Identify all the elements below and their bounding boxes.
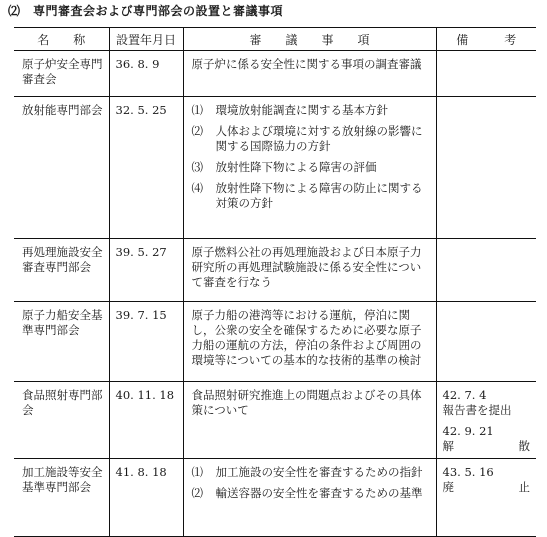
table-row [14,97,536,239]
row-matter: 原子力船の港湾等における運航，停泊に関し，公衆の安全を確保するために必要な原子力船の運航の方法，停泊の条件および周囲の環境等についての基本的な技術的基準の検討 [183,302,436,382]
note-char: 散 [518,439,530,453]
note-date: 42. 9. 21 [442,424,494,438]
table-row [14,459,536,537]
row-note [436,239,536,302]
row-date: 36. 8. 9 [109,51,183,97]
item-number: ⑴ [191,465,203,479]
row-matter: 原子燃料公社の再処理施設および日本原子力研究所の再処理試験施設に係る安全性について審査を行なう [183,239,436,302]
note-date: 42. 7. 4 [442,388,487,402]
list-item [192,124,432,154]
item-number: ⑷ [191,181,203,195]
list-item [192,160,432,175]
row-name: 再処理施設安全審査専門部会 [14,239,109,302]
note-char: 廃 [442,480,454,494]
item-number: ⑶ [191,160,203,174]
row-note [436,51,536,97]
row-matter: 原子炉に係る安全性に関する事項の調査審議 [183,51,436,97]
row-name: 原子炉安全専門審査会 [14,51,109,97]
row-note [436,459,536,537]
row-matter: 食品照射研究推進上の問題点およびその具体策について [183,382,436,459]
row-name: 食品照射専門部会 [14,382,109,459]
item-text: 環境放射能調査に関する基本方針 [215,103,388,117]
committee-table [14,27,536,537]
row-date: 39. 7. 15 [109,302,183,382]
list-item [192,181,432,211]
item-number: ⑴ [191,103,203,117]
item-text: 放射性降下物による障害の評価 [215,160,377,174]
column-header-matter: 審 議 事 項 [183,28,436,51]
list-item [192,103,432,118]
row-note [436,382,536,459]
row-matter [183,97,436,239]
row-date: 40. 11. 18 [109,382,183,459]
note-char: 解 [442,439,454,453]
row-name: 原子力船安全基準専門部会 [14,302,109,382]
column-header-name: 名 称 [14,28,109,51]
note-date: 43. 5. 16 [442,465,494,479]
item-text: 加工施設の安全性を審査するための指針 [215,465,423,479]
table-header-row [14,28,536,51]
row-name: 放射能専門部会 [14,97,109,239]
table-row [14,239,536,302]
column-header-note: 備 考 [436,28,536,51]
row-date: 41. 8. 18 [109,459,183,537]
row-name: 加工施設等安全基準専門部会 [14,459,109,537]
row-note [436,97,536,239]
note-text [443,439,531,454]
row-note [436,302,536,382]
item-number: ⑵ [191,124,203,138]
table-row [14,51,536,97]
row-date: 32. 5. 25 [109,97,183,239]
item-text: 人体および環境に対する放射線の影響に関する国際協力の方針 [215,124,423,153]
list-item [192,486,432,501]
list-item [192,465,432,480]
row-matter [183,459,436,537]
table-row [14,302,536,382]
item-number: ⑵ [191,486,203,500]
column-header-date: 設置年月日 [109,28,183,51]
note-char: 止 [518,480,530,494]
item-text: 輸送容器の安全性を審査するための基準 [215,486,423,500]
note-text [443,480,531,495]
row-date: 39. 5. 27 [109,239,183,302]
table-row [14,382,536,459]
section-heading: ⑵ 専門審査会および専門部会の設置と審議事項 [8,4,284,18]
note-text: 報告書を提出 [442,403,512,417]
item-text: 放射性降下物による障害の防止に関する対策の方針 [215,181,423,210]
